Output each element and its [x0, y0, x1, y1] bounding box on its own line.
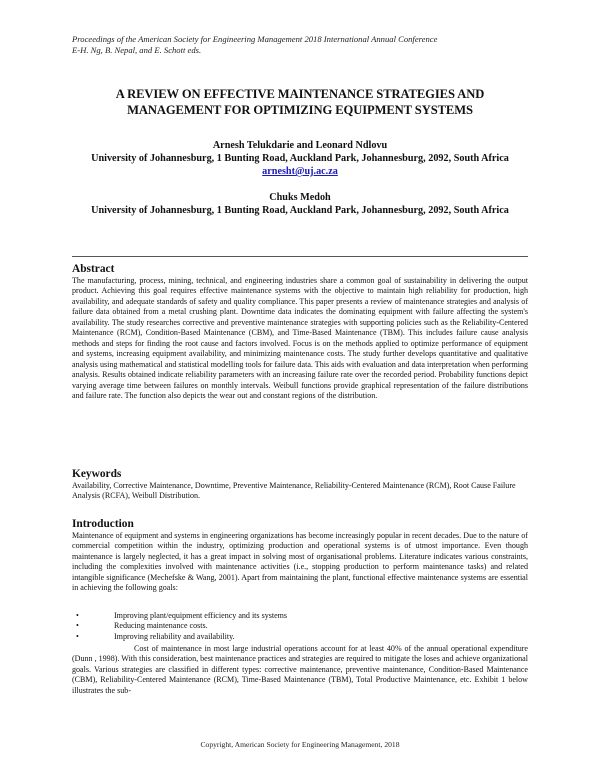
goals-list — [72, 611, 528, 642]
author-names-1: Arnesh Telukdarie and Leonard Ndlovu — [212, 140, 388, 151]
list-item: • Improving plant/equipment efficiency and its systems — [76, 611, 288, 620]
list-item: • Reducing maintenance costs. — [76, 621, 208, 631]
proceedings-line-1: Proceedings of the American Society for Engineering Management 2018 International Annual Conference — [72, 34, 438, 44]
introduction-paragraph-2: Cost of maintenance in most large industrial operations account for at least 40% of the annual operational expenditure (Dunn , 1998). With this consideration, best maintenance practices and strategies are required to mitigate the loses and achieve organizational goals. Various strategies are classified in different types: corrective maintenance, preventive maintenance, Condition-Based Maintenance (CBM), Reliability-Centered Maintenance (RCM), Time-Based Maintenance (TBM), Total Productive Maintenance, etc. Exhibit 1 below illustrates the sub- — [72, 644, 528, 695]
paper-title-line-1: A REVIEW ON EFFECTIVE MAINTENANCE STRATEGIES AND — [115, 87, 485, 101]
abstract-heading: Abstract — [72, 263, 115, 275]
keywords-text: Availability, Corrective Maintenance, Downtime, Preventive Maintenance, Reliability-Centered Maintenance (RCM), Root Cause Failure Analysis (RCFA), Weibull Distribution. — [72, 481, 516, 501]
copyright-footer: Copyright, American Society for Engineering Management, 2018 — [200, 740, 400, 749]
author-affiliation-2: University of Johannesburg, 1 Bunting Road, Auckland Park, Johannesburg, 2092, South Africa — [91, 205, 509, 216]
list-item: • Improving reliability and availability. — [76, 631, 235, 641]
bullet-icon: • — [76, 621, 79, 631]
keywords-heading: Keywords — [72, 468, 122, 480]
bullet-icon: • — [76, 631, 79, 641]
title-divider — [72, 256, 528, 257]
author-affiliation-1: University of Johannesburg, 1 Bunting Road, Auckland Park, Johannesburg, 2092, South Africa — [91, 153, 509, 164]
paper-title — [60, 86, 540, 118]
proceedings-line-2: E-H. Ng, B. Nepal, and E. Schott eds. — [72, 45, 202, 55]
bullet-icon: • — [76, 611, 79, 620]
author-names-2: Chuks Medoh — [269, 192, 331, 203]
introduction-paragraph-1: Maintenance of equipment and systems in engineering organizations has become increasingly popular in recent decades. Due to the nature of commercial competition within the industry, optimizing production and operational systems is of utmost importance. Even though maintenance is largely neglected, it has a great impact in solving most of organisational problems. Literature indicates various constraints, including the complexities involved with maintenance activities (i.e., stopping production to perform maintenance tasks) and related intangible significance (Mechefske & Wang, 2001). Apart from maintaining the plant, functional effective maintenance systems are essential in achieving the following goals: — [72, 531, 528, 593]
proceedings-header — [72, 34, 532, 56]
author-email-link[interactable]: arnesht@uj.ac.za — [262, 166, 338, 177]
introduction-heading: Introduction — [72, 518, 134, 530]
paper-title-line-2: MANAGEMENT FOR OPTIMIZING EQUIPMENT SYSTEMS — [127, 103, 473, 117]
author-block — [60, 139, 540, 217]
abstract-text: The manufacturing, process, mining, technical, and engineering industries share a common goal of sustainability in delivering the output product. Achieving this goal requires effective maintenance systems with the objective to maintain high reliability for production, high availability, and adequate standards of safety and quality compliance. This paper presents a review of maintenance strategies and analysis of failure data obtained from a metal crushing plant. Downtime data indicates the dominating equipment with failure affecting the system's availability. The study researches corrective and preventive maintenance strategies with supporting policies such as the Reliability-Centered Maintenance (RCM), Condition-Based Maintenance (CBM), and Time-Based Maintenance (TBM). This includes failure cause analysis methods and steps for finding the root cause and factors involved. Focus is on the methods applied to optimize performance of equipment and systems, increasing equipment availability, and minimizing maintenance costs. The study further develops quantitative and qualitative analysis using mathematical and statistical modelling tools for failure data. This aids with evaluation and data interpretation when performing analysis. Results obtained indicate reliability parameters with an increasing failure rate over the recorded period. Probability functions depict varying average time between failures on monthly intervals. Weibull functions provide graphical representation of the failure distributions and failure rate. The function also depicts the wear out and constant regions of the distribution. — [72, 276, 528, 400]
